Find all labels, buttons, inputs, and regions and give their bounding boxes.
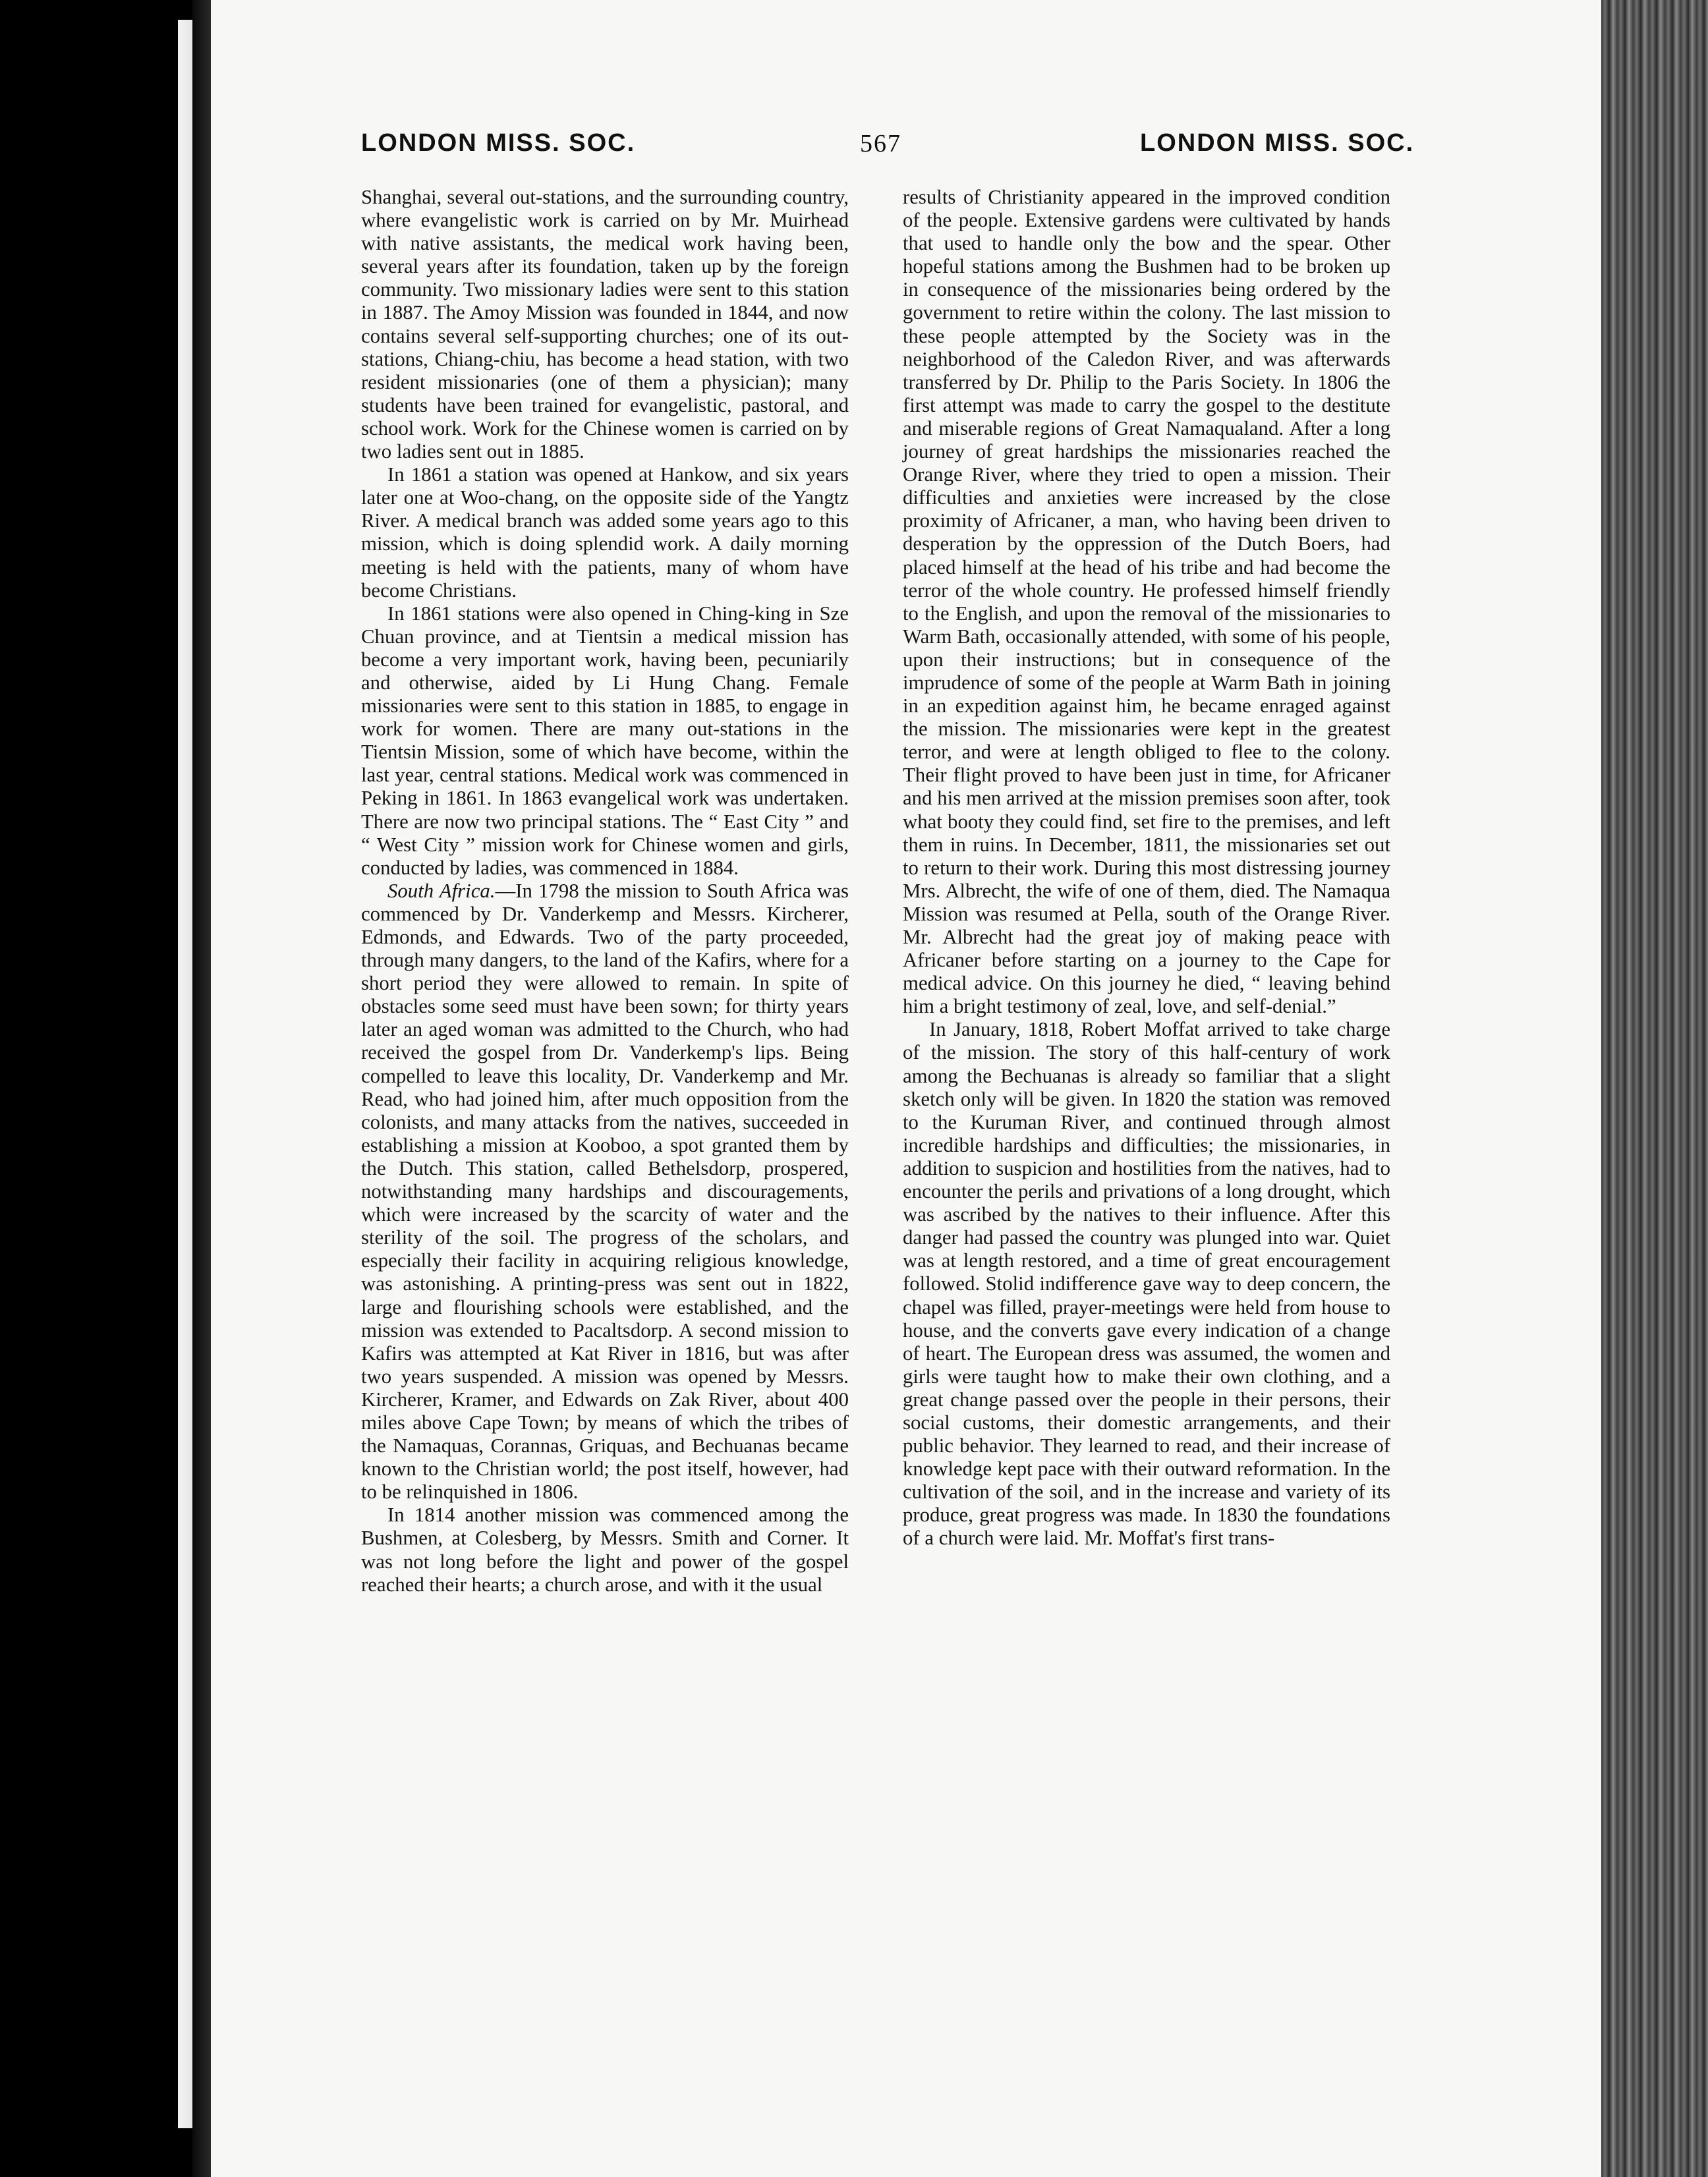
running-header-left: LONDON MISS. SOC. [361, 129, 636, 157]
book-gutter [192, 0, 211, 2177]
paragraph: results of Christianity appeared in the improved condition of the people. Extensive gardens were cultivated by hands that used to handle only the bow and the spear. Other hopeful stations among the Bushmen had to be broken up in consequence of the missionaries being ordered by the government to retire within the colony. The last mission to these people attempted by the Society was in the neighborhood of the Caledon River, and was afterwards transferred by Dr. Philip to the Paris Society. In 1806 the first attempt was made to carry the gospel to the destitute and miserable regions of Great Namaqualand. After a long journey of great hardships the missionaries reached the Orange River, where they tried to open a mission. Their difficulties and anxieties were increased by the close proximity of Africaner, a man, who having been driven to desperation by the oppression of the Dutch Boers, had placed himself at the head of his tribe and had become the terror of the whole country. He professed himself friendly to the English, and upon the removal of the missionaries to Warm Bath, occasionally attended, with some of his people, upon their instructions; but in consequence of the imprudence of some of the people at Warm Bath in joining in an expedition against him, he became enraged against the mission. The missionaries were kept in the greatest terror, and were at length obliged to flee to the colony. Their flight proved to have been just in time, for Africaner and his men arrived at the mission premises soon after, took what booty they could find, set fire to the premises, and left them in ruins. In December, 1811, the missionaries set out to return to their work. During this most distressing journey Mrs. Albrecht, the wife of one of them, died. The Namaqua Mission was resumed at Pella, south of the Orange River. Mr. Albrecht had the great joy of making peace with Africaner before starting on a journey to the Cape for medical advice. On this journey he died, “ leaving behind him a bright testimony of zeal, love, and self-denial.” [903, 186, 1390, 1018]
page-number: 567 [860, 130, 901, 157]
running-header-right: LONDON MISS. SOC. [1140, 129, 1415, 157]
paragraph-text: —In 1798 the mission to South Africa was commenced by Dr. Vanderkemp and Messrs. Kircherer, Edmonds, and Edwards. Two of the party proceeded, through many dangers, to the land of the Kafirs, where for a short period they were allowed to remain. In spite of obstacles some seed must have been sown; for thirty years later an aged woman was admitted to the Church, who had received the gospel from Dr. Vanderkemp's lips. Being compelled to leave this locality, Dr. Vanderkemp and Mr. Read, who had joined him, after much opposition from the colonists, and many attacks from the natives, succeeded in establishing a mission at Kooboo, a spot granted them by the Dutch. This station, called Bethelsdorp, prospered, notwithstanding many hardships and discouragements, which were increased by the scarcity of water and the sterility of the soil. The progress of the scholars, and especially their facility in acquiring religious knowledge, was astonishing. A printing-press was sent out in 1822, large and flourishing schools were established, and the mission was extended to Pacaltsdorp. A second mission to Kafirs was attempted at Kat River in 1816, but was after two years suspended. A mission was opened by Messrs. Kircherer, Kramer, and Edwards on Zak River, about 400 miles above Cape Town; by means of which the tribes of the Namaquas, Corannas, Griquas, and Bechuanas became known to the Christian world; the post itself, however, had to be relinquished in 1806. [361, 879, 849, 1504]
paragraph: In 1861 a station was opened at Hankow, and six years later one at Woo-chang, on the opposite side of the Yangtz River. A medical branch was added some years ago to this mission, which is doing splendid work. A daily morning meeting is held with the patients, many of whom have become Christians. [361, 463, 849, 602]
paragraph-south-africa [361, 880, 849, 1504]
paragraph: Shanghai, several out-stations, and the surrounding country, where evangelistic work is carried on by Mr. Muirhead with native assistants, the medical work having been, several years after its foundation, taken up by the foreign community. Two missionary ladies were sent to this station in 1887. The Amoy Mission was founded in 1844, and now contains several self-supporting churches; one of its out-stations, Chiang-chiu, has become a head station, with two resident missionaries (one of them a physician); many students have been trained for evangelistic, pastoral, and school work. Work for the Chinese women is carried on by two ladies sent out in 1885. [361, 186, 849, 463]
left-text-column [361, 186, 849, 1597]
right-text-column [903, 186, 1390, 1550]
section-heading: South Africa. [387, 879, 496, 902]
paragraph: In 1814 another mission was commenced among the Bushmen, at Colesberg, by Messrs. Smith and Corner. It was not long before the light and power of the gospel reached their hearts; a church arose, and with it the usual [361, 1504, 849, 1596]
left-page-background [0, 0, 178, 2177]
paragraph: In 1861 stations were also opened in Ching-king in Sze Chuan province, and at Tientsin a medical mission has become a very important work, having been, pecuniarily and otherwise, aided by Li Hung Chang. Female missionaries were sent to this station in 1885, to engage in work for women. There are many out-stations in the Tientsin Mission, some of which have become, within the last year, central stations. Medical work was commenced in Peking in 1861. In 1863 evangelical work was undertaken. There are now two principal stations. The “ East City ” and “ West City ” mission work for Chinese women and girls, conducted by ladies, was commenced in 1884. [361, 602, 849, 879]
page-stack-edges [1601, 0, 1708, 2177]
facing-page-edge [178, 20, 192, 2128]
paragraph: In January, 1818, Robert Moffat arrived to take charge of the mission. The story of this half-century of work among the Bechuanas is already so familiar that a slight sketch only will be given. In 1820 the station was removed to the Kuruman River, and continued through almost incredible hardships and difficulties; the missionaries, in addition to suspicion and hostilities from the natives, had to encounter the perils and privations of a long drought, which was ascribed by the natives to their influence. After this danger had passed the country was plunged into war. Quiet was at length restored, and a time of great encouragement followed. Stolid indifference gave way to deep concern, the chapel was filled, prayer-meetings were held from house to house, and the converts gave every indication of a change of heart. The European dress was assumed, the women and girls were taught how to make their own clothing, and a great change passed over the people in their persons, their social customs, their domestic arrangements, and their public behavior. They learned to read, and their increase of knowledge kept pace with their outward reformation. In the cultivation of the soil, and in the increase and variety of its produce, great progress was made. In 1830 the foundations of a church were laid. Mr. Moffat's first trans- [903, 1018, 1390, 1550]
